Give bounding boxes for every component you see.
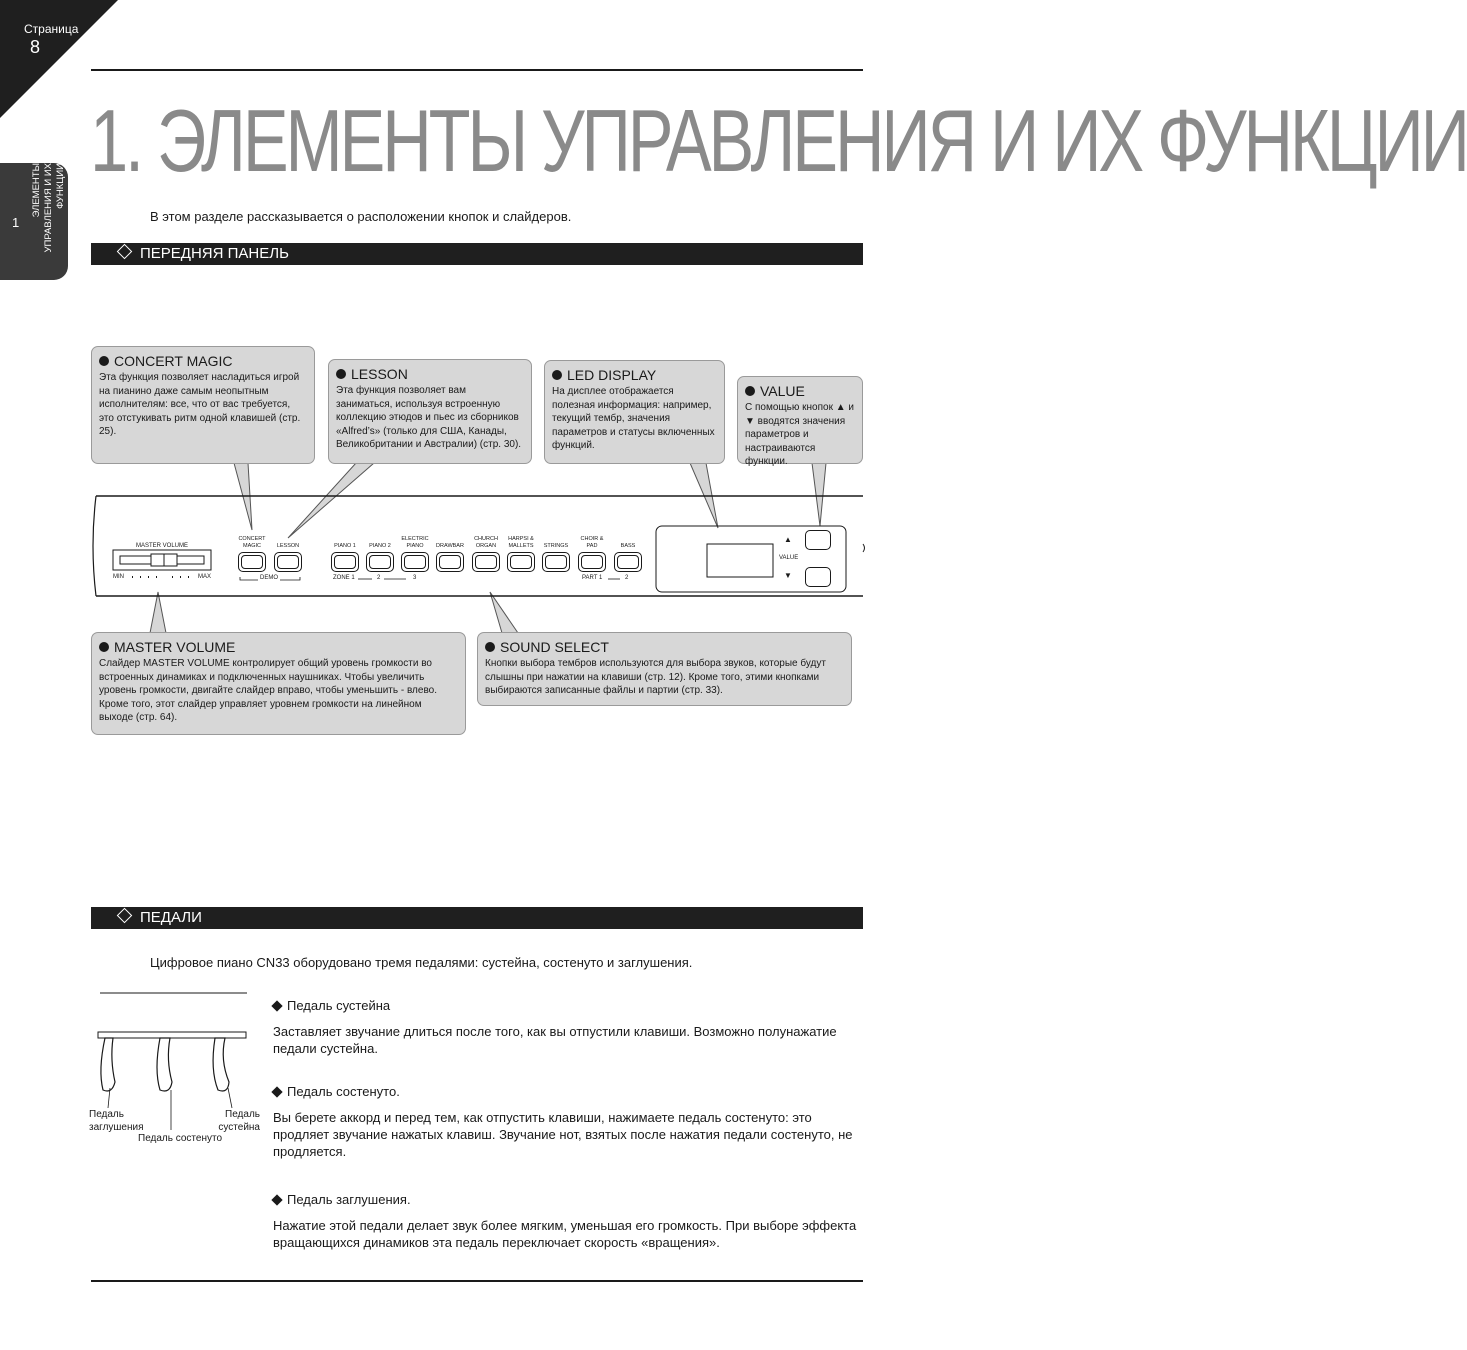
bullet-icon bbox=[485, 642, 495, 652]
sound-button-label: ORGAN bbox=[475, 543, 497, 549]
sound-button-label: STRINGS bbox=[543, 543, 569, 549]
soft-pedal-shape bbox=[101, 1038, 115, 1091]
diamond-bullet-icon bbox=[271, 1194, 282, 1205]
bullet-icon bbox=[552, 370, 562, 380]
master-volume-panel-label: MASTER VOLUME bbox=[135, 543, 188, 549]
sound-button-label: CHOIR & bbox=[580, 536, 604, 542]
callout-title: VALUE bbox=[760, 383, 805, 399]
sound-button-inner bbox=[369, 555, 391, 569]
value-panel-label: VALUE bbox=[779, 555, 799, 561]
pedal-item-body: Нажатие этой педали делает звук более мягким, уменьшая его громкость. При выборе эффекта вращающихся динамиков эта педаль переключает скорость «вращения». bbox=[273, 1218, 857, 1250]
chapter-tab-number: 1 bbox=[12, 215, 20, 230]
section-pedals bbox=[91, 907, 863, 929]
sound-button-inner bbox=[439, 555, 461, 569]
callout-concert-magic bbox=[91, 346, 315, 464]
pedals-illustration bbox=[88, 990, 258, 1110]
chapter-tab-label: ЭЛЕМЕНТЫ УПРАВЛЕНИЯ И ИХ ФУНКЦИИ bbox=[31, 163, 66, 253]
page-number: 8 bbox=[30, 37, 41, 57]
volume-ticks bbox=[132, 576, 189, 578]
volume-max-label: MAX bbox=[198, 574, 212, 580]
soft-pedal-label: Педаль заглушения bbox=[89, 1109, 144, 1133]
sound-button-label: MAGIC bbox=[242, 543, 262, 549]
zone1-label: ZONE 1 bbox=[333, 575, 355, 581]
value-up-arrow-icon: ▲ bbox=[784, 535, 792, 544]
sound-button-label: MALLETS bbox=[508, 543, 534, 549]
bottom-rule bbox=[91, 1280, 863, 1282]
sound-button-inner bbox=[334, 555, 356, 569]
pedal-item-title: Педаль заглушения. bbox=[287, 1192, 411, 1207]
sound-button-label: PIANO 2 bbox=[369, 543, 391, 549]
callout-title: LESSON bbox=[351, 366, 408, 382]
pedal-item-title: Педаль сустейна bbox=[287, 998, 391, 1013]
sound-button-label: HARPSI & bbox=[508, 536, 534, 542]
callout-title: CONCERT MAGIC bbox=[114, 353, 233, 369]
bullet-icon bbox=[99, 642, 109, 652]
sound-button-label: DRAWBAR bbox=[436, 543, 464, 549]
demo-label: DEMO bbox=[260, 575, 278, 581]
sound-button-label: PAD bbox=[586, 543, 598, 549]
pedal-item-title: Педаль состенуто. bbox=[287, 1084, 400, 1099]
part2-label: 2 bbox=[625, 575, 629, 581]
bullet-icon bbox=[336, 369, 346, 379]
sound-button-inner bbox=[545, 555, 567, 569]
pedal-item-body: Вы берете аккорд и перед тем, как отпустить клавиши, нажимаете педаль состенуто: это продляет звучание нажатых клавиш. Звучание нот, взятых после нажатия педали состенуто, не продляется. bbox=[273, 1110, 853, 1159]
pedal-item-sustain bbox=[273, 998, 865, 1057]
diamond-icon bbox=[117, 908, 133, 924]
pedal-item-soft bbox=[273, 1192, 865, 1251]
callout-title: MASTER VOLUME bbox=[114, 639, 236, 655]
section-front-panel-title: ПЕРЕДНЯЯ ПАНЕЛЬ bbox=[140, 245, 289, 262]
bullet-icon bbox=[745, 386, 755, 396]
callout-value bbox=[737, 376, 863, 468]
sostenuto-pedal-shape bbox=[157, 1038, 172, 1091]
pedals-intro: Цифровое пиано CN33 оборудовано тремя педалями: сустейна, состенуто и заглушения. bbox=[150, 955, 693, 970]
sound-button-inner bbox=[277, 555, 299, 569]
sound-button-label: CONCERT bbox=[238, 536, 266, 542]
pedal-item-body: Заставляет звучание длиться после того, как вы отпустили клавиши. Возможно полунажатие педали сустейна. bbox=[273, 1024, 837, 1056]
zone3-label: 3 bbox=[413, 575, 417, 581]
sound-button-label: PIANO 1 bbox=[334, 543, 356, 549]
callout-master-volume bbox=[91, 632, 466, 735]
sound-button-label: CHURCH bbox=[474, 536, 498, 542]
sound-button-inner bbox=[475, 555, 497, 569]
callout-body: Кнопки выбора тембров используются для выбора звуков, которые будут слышны при нажатии на клавиши (стр. 12). Кроме того, этими кнопками выбираются записанные файлы и партии (стр. 33). bbox=[485, 658, 826, 697]
callout-body: С помощью кнопок ▲ и ▼ вводятся значения параметров и настраиваются функции. bbox=[745, 402, 854, 468]
part1-label: PART 1 bbox=[582, 575, 603, 581]
sound-button-inner bbox=[404, 555, 426, 569]
callout-sound-select bbox=[477, 632, 852, 706]
sound-button-inner bbox=[241, 555, 263, 569]
sound-button-label: ELECTRIC bbox=[401, 536, 429, 542]
callout-body: Слайдер MASTER VOLUME контролирует общий уровень громкости во встроенных динамиках и подключенных наушниках. Чтобы увеличить уровень громкости, двигайте слайдер вправо, чтобы уменьшить - влево. Кроме того, этот слайдер управляет уровнем громкости на линейном выходе (стр. 64). bbox=[99, 658, 437, 724]
intro-text: В этом разделе рассказывается о расположении кнопок и слайдеров. bbox=[150, 209, 572, 224]
callout-body: На дисплее отображается полезная информация: например, текущий тембр, значения параметров и статусы включенных функций. bbox=[552, 386, 715, 452]
volume-min-label: MIN bbox=[113, 574, 124, 580]
callout-body: Эта функция позволяет вам заниматься, используя встроенную коллекцию этюдов и пьес из сборников «Alfred’s» (только для США, Канады, Великобритании и Австралии) (стр. 30). bbox=[336, 385, 522, 451]
sostenuto-pedal-label: Педаль состенуто bbox=[138, 1133, 223, 1144]
lesson-pointer bbox=[288, 463, 374, 538]
value-up-button[interactable] bbox=[805, 530, 831, 550]
callout-title: LED DISPLAY bbox=[567, 367, 657, 383]
page-title: 1. ЭЛЕМЕНТЫ УПРАВЛЕНИЯ И ИХ ФУНКЦИИ bbox=[90, 91, 1467, 190]
value-down-arrow-icon: ▼ bbox=[784, 571, 792, 580]
callout-lesson bbox=[328, 359, 532, 464]
callout-title: SOUND SELECT bbox=[500, 639, 609, 655]
callout-led-display bbox=[544, 360, 725, 464]
section-pedals-title: ПЕДАЛИ bbox=[140, 909, 202, 926]
value-pointer bbox=[812, 463, 826, 526]
sound-button-label: PIANO bbox=[406, 543, 424, 549]
sound-button-inner bbox=[617, 555, 639, 569]
sound-button-inner bbox=[510, 555, 532, 569]
sustain-pedal-label: Педаль сустейна bbox=[218, 1109, 260, 1133]
sound-select-pointer bbox=[490, 592, 518, 633]
zone2-label: 2 bbox=[377, 575, 381, 581]
sound-button-inner bbox=[581, 555, 603, 569]
page-label: Страница bbox=[24, 22, 79, 36]
sustain-pedal-shape bbox=[213, 1038, 229, 1091]
sound-button-label: LESSON bbox=[276, 543, 300, 549]
bullet-icon bbox=[99, 356, 109, 366]
sound-button-label: BASS bbox=[620, 543, 636, 549]
diamond-bullet-icon bbox=[271, 1086, 282, 1097]
led-display bbox=[707, 544, 773, 577]
callout-body: Эта функция позволяет насладиться игрой на пианино даже самым неопытным исполнителям: все, что от вас требуется, это отстукивать ритм одной клавишей (стр. 25). bbox=[99, 372, 301, 438]
pedal-item-sostenuto bbox=[273, 1084, 865, 1160]
value-down-button[interactable] bbox=[805, 567, 831, 587]
master-volume-pointer bbox=[150, 592, 166, 633]
diamond-bullet-icon bbox=[271, 1000, 282, 1011]
